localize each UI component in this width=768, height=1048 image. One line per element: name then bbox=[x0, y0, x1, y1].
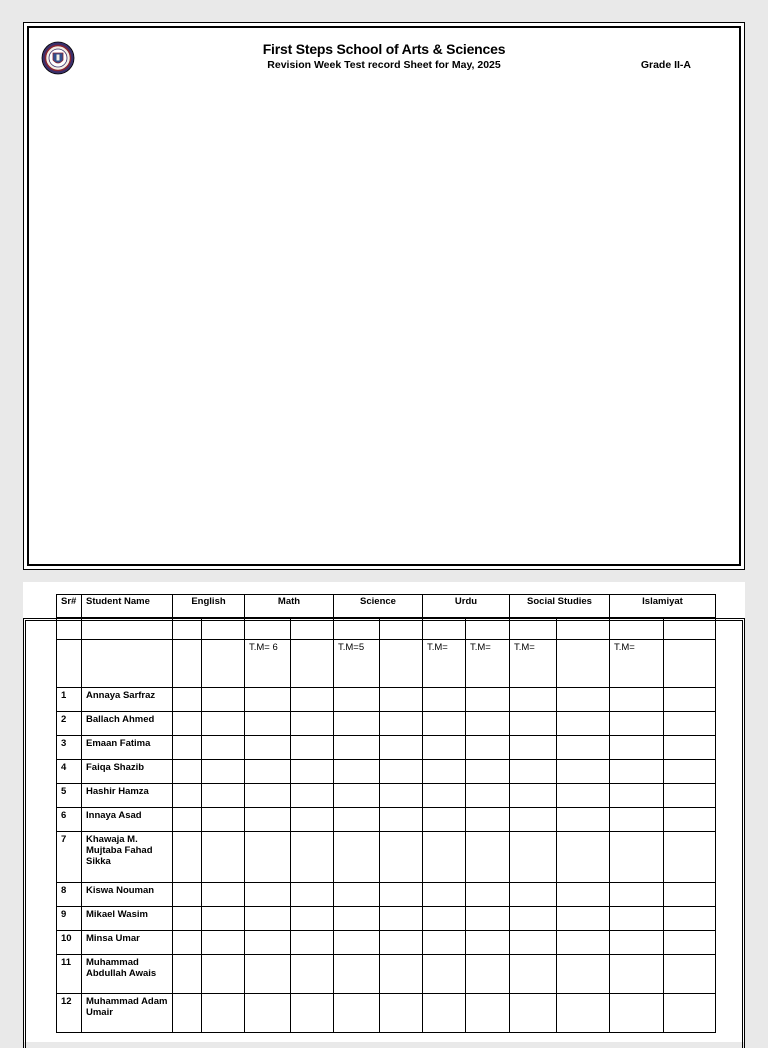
marks-cell[interactable] bbox=[664, 808, 716, 832]
english-tm-a[interactable] bbox=[173, 640, 202, 688]
marks-cell[interactable] bbox=[664, 883, 716, 907]
marks-cell[interactable] bbox=[202, 736, 245, 760]
cell[interactable] bbox=[173, 618, 202, 640]
table-row bbox=[57, 784, 716, 808]
marks-cell[interactable] bbox=[610, 688, 664, 712]
marks-cell[interactable] bbox=[664, 832, 716, 883]
marks-cell[interactable] bbox=[245, 808, 291, 832]
marks-cell[interactable] bbox=[557, 712, 610, 736]
marks-cell[interactable] bbox=[664, 712, 716, 736]
marks-cell[interactable] bbox=[557, 907, 610, 931]
marks-cell[interactable] bbox=[291, 883, 334, 907]
marks-cell[interactable] bbox=[173, 688, 202, 712]
marks-cell[interactable] bbox=[291, 955, 334, 994]
marks-cell[interactable] bbox=[466, 931, 510, 955]
marks-cell[interactable] bbox=[557, 784, 610, 808]
urdu-tm-a[interactable]: T.M= bbox=[423, 640, 466, 688]
marks-cell[interactable] bbox=[610, 760, 664, 784]
cell[interactable] bbox=[664, 618, 716, 640]
marks-cell[interactable] bbox=[291, 784, 334, 808]
marks-cell[interactable] bbox=[510, 808, 557, 832]
science-tm-a[interactable]: T.M=5 bbox=[334, 640, 380, 688]
marks-cell[interactable] bbox=[610, 808, 664, 832]
marks-cell[interactable] bbox=[610, 883, 664, 907]
cell[interactable] bbox=[557, 618, 610, 640]
marks-cell[interactable] bbox=[466, 832, 510, 883]
marks-cell[interactable] bbox=[557, 931, 610, 955]
spacer-row bbox=[57, 618, 716, 640]
marks-cell[interactable] bbox=[334, 883, 380, 907]
header-english: English bbox=[173, 595, 245, 618]
marks-cell[interactable] bbox=[510, 994, 557, 1033]
student-sr: 3 bbox=[57, 736, 82, 760]
marks-cell[interactable] bbox=[557, 994, 610, 1033]
marks-cell[interactable] bbox=[291, 736, 334, 760]
total-marks-row bbox=[57, 640, 716, 688]
marks-cell[interactable] bbox=[423, 907, 466, 931]
marks-cell[interactable] bbox=[291, 712, 334, 736]
marks-cell[interactable] bbox=[664, 907, 716, 931]
marks-cell[interactable] bbox=[202, 808, 245, 832]
header-urdu: Urdu bbox=[423, 595, 510, 618]
marks-cell[interactable] bbox=[466, 907, 510, 931]
marks-cell[interactable] bbox=[466, 784, 510, 808]
marks-cell[interactable] bbox=[245, 931, 291, 955]
marks-cell[interactable] bbox=[202, 688, 245, 712]
marks-cell[interactable] bbox=[173, 712, 202, 736]
marks-cell[interactable] bbox=[423, 736, 466, 760]
english-tm-b[interactable] bbox=[202, 640, 245, 688]
student-name: Faiqa Shazib bbox=[82, 760, 173, 784]
cell[interactable] bbox=[466, 618, 510, 640]
urdu-tm-b[interactable]: T.M= bbox=[466, 640, 510, 688]
marks-cell[interactable] bbox=[664, 784, 716, 808]
table-row bbox=[57, 931, 716, 955]
marks-cell[interactable] bbox=[380, 955, 423, 994]
marks-cell[interactable] bbox=[291, 994, 334, 1033]
marks-cell[interactable] bbox=[557, 955, 610, 994]
marks-cell[interactable] bbox=[423, 760, 466, 784]
cell[interactable] bbox=[57, 618, 82, 640]
marks-cell[interactable] bbox=[610, 955, 664, 994]
marks-cell[interactable] bbox=[291, 688, 334, 712]
marks-cell[interactable] bbox=[510, 883, 557, 907]
marks-cell[interactable] bbox=[610, 832, 664, 883]
marks-cell[interactable] bbox=[202, 994, 245, 1033]
student-sr: 9 bbox=[57, 907, 82, 931]
marks-cell[interactable] bbox=[173, 808, 202, 832]
student-name: Ballach Ahmed bbox=[82, 712, 173, 736]
marks-cell[interactable] bbox=[610, 736, 664, 760]
islamiyat-tm-b[interactable] bbox=[664, 640, 716, 688]
cell[interactable] bbox=[202, 618, 245, 640]
marks-cell[interactable] bbox=[510, 931, 557, 955]
grade-label: Grade II-A bbox=[640, 59, 691, 71]
marks-cell[interactable] bbox=[380, 808, 423, 832]
marks-cell[interactable] bbox=[202, 955, 245, 994]
table-row bbox=[57, 736, 716, 760]
marks-cell[interactable] bbox=[557, 760, 610, 784]
marks-cell[interactable] bbox=[510, 955, 557, 994]
marks-cell[interactable] bbox=[664, 688, 716, 712]
first-page bbox=[23, 22, 745, 570]
table-row bbox=[57, 907, 716, 931]
marks-cell[interactable] bbox=[423, 931, 466, 955]
marks-cell[interactable] bbox=[380, 784, 423, 808]
student-name: Innaya Asad bbox=[82, 808, 173, 832]
marks-cell[interactable] bbox=[664, 760, 716, 784]
marks-cell[interactable] bbox=[291, 907, 334, 931]
student-sr: 7 bbox=[57, 832, 82, 883]
marks-cell[interactable] bbox=[466, 994, 510, 1033]
header-student-name: Student Name bbox=[82, 595, 173, 618]
sheet-title: Revision Week Test record Sheet for May, 2025 bbox=[267, 59, 501, 71]
page-border bbox=[27, 26, 741, 566]
marks-cell[interactable] bbox=[423, 688, 466, 712]
student-name: Mikael Wasim bbox=[82, 907, 173, 931]
marks-cell[interactable] bbox=[423, 883, 466, 907]
marks-cell[interactable] bbox=[466, 712, 510, 736]
marks-cell[interactable] bbox=[202, 832, 245, 883]
student-name: Annaya Sarfraz bbox=[82, 688, 173, 712]
math-tm-a[interactable]: T.M= 6 bbox=[245, 640, 291, 688]
table-row bbox=[57, 883, 716, 907]
marks-cell[interactable] bbox=[245, 955, 291, 994]
student-sr: 2 bbox=[57, 712, 82, 736]
table-row bbox=[57, 994, 716, 1033]
marks-cell[interactable] bbox=[334, 907, 380, 931]
student-sr: 10 bbox=[57, 931, 82, 955]
table-row bbox=[57, 955, 716, 994]
cell[interactable] bbox=[334, 618, 380, 640]
student-sr: 12 bbox=[57, 994, 82, 1033]
marks-cell[interactable] bbox=[245, 883, 291, 907]
student-name: Muhammad Abdullah Awais bbox=[82, 955, 173, 994]
marks-cell[interactable] bbox=[202, 712, 245, 736]
marks-cell[interactable] bbox=[173, 907, 202, 931]
marks-cell[interactable] bbox=[380, 832, 423, 883]
marks-cell[interactable] bbox=[423, 832, 466, 883]
marks-cell[interactable] bbox=[334, 688, 380, 712]
marks-cell[interactable] bbox=[173, 832, 202, 883]
marks-cell[interactable] bbox=[173, 955, 202, 994]
marks-cell[interactable] bbox=[510, 688, 557, 712]
marks-cell[interactable] bbox=[380, 994, 423, 1033]
header-row bbox=[57, 595, 716, 618]
marks-cell[interactable] bbox=[610, 712, 664, 736]
marks-cell[interactable] bbox=[334, 808, 380, 832]
marks-cell[interactable] bbox=[423, 955, 466, 994]
social-tm-b[interactable] bbox=[557, 640, 610, 688]
student-name: Kiswa Nouman bbox=[82, 883, 173, 907]
marks-cell[interactable] bbox=[610, 931, 664, 955]
table-row bbox=[57, 712, 716, 736]
science-tm-b[interactable] bbox=[380, 640, 423, 688]
header-math: Math bbox=[245, 595, 334, 618]
marks-cell[interactable] bbox=[510, 907, 557, 931]
header-science: Science bbox=[334, 595, 423, 618]
table-row bbox=[57, 688, 716, 712]
marks-cell[interactable] bbox=[423, 994, 466, 1033]
marks-cell[interactable] bbox=[380, 688, 423, 712]
table-row bbox=[57, 808, 716, 832]
marks-cell[interactable] bbox=[466, 955, 510, 994]
marks-cell[interactable] bbox=[173, 784, 202, 808]
student-name: Minsa Umar bbox=[82, 931, 173, 955]
student-name: Muhammad Adam Umair bbox=[82, 994, 173, 1033]
marks-cell[interactable] bbox=[334, 832, 380, 883]
marks-cell[interactable] bbox=[245, 832, 291, 883]
marks-cell[interactable] bbox=[291, 832, 334, 883]
marks-cell[interactable] bbox=[557, 883, 610, 907]
marks-cell[interactable] bbox=[466, 760, 510, 784]
marks-cell[interactable] bbox=[664, 736, 716, 760]
cell[interactable] bbox=[510, 618, 557, 640]
marks-cell[interactable] bbox=[423, 784, 466, 808]
header-islamiyat: Islamiyat bbox=[610, 595, 716, 618]
marks-cell[interactable] bbox=[466, 808, 510, 832]
student-sr: 4 bbox=[57, 760, 82, 784]
marks-cell[interactable] bbox=[291, 760, 334, 784]
marks-cell[interactable] bbox=[173, 760, 202, 784]
marks-cell[interactable] bbox=[202, 907, 245, 931]
marks-cell[interactable] bbox=[466, 688, 510, 712]
cell[interactable] bbox=[82, 618, 173, 640]
marks-cell[interactable] bbox=[245, 907, 291, 931]
marks-cell[interactable] bbox=[664, 955, 716, 994]
marks-cell[interactable] bbox=[245, 712, 291, 736]
school-name: First Steps School of Arts & Sciences bbox=[262, 41, 506, 57]
marks-cell[interactable] bbox=[334, 955, 380, 994]
marks-cell[interactable] bbox=[610, 784, 664, 808]
cell bbox=[82, 640, 173, 688]
cell bbox=[57, 640, 82, 688]
marks-cell[interactable] bbox=[245, 784, 291, 808]
islamiyat-tm-a[interactable]: T.M= bbox=[610, 640, 664, 688]
student-sr: 11 bbox=[57, 955, 82, 994]
marks-cell[interactable] bbox=[334, 736, 380, 760]
marks-cell[interactable] bbox=[380, 736, 423, 760]
test-record-table bbox=[56, 594, 716, 1033]
marks-cell[interactable] bbox=[380, 883, 423, 907]
marks-cell[interactable] bbox=[380, 760, 423, 784]
marks-cell[interactable] bbox=[334, 931, 380, 955]
marks-cell[interactable] bbox=[245, 688, 291, 712]
marks-cell[interactable] bbox=[334, 994, 380, 1033]
student-sr: 5 bbox=[57, 784, 82, 808]
marks-cell[interactable] bbox=[202, 883, 245, 907]
marks-cell[interactable] bbox=[664, 994, 716, 1033]
marks-cell[interactable] bbox=[557, 736, 610, 760]
marks-cell[interactable] bbox=[423, 712, 466, 736]
student-sr: 8 bbox=[57, 883, 82, 907]
marks-cell[interactable] bbox=[664, 931, 716, 955]
student-sr: 1 bbox=[57, 688, 82, 712]
header-sr: Sr# bbox=[57, 595, 82, 618]
marks-cell[interactable] bbox=[557, 688, 610, 712]
social-tm-a[interactable]: T.M= bbox=[510, 640, 557, 688]
marks-cell[interactable] bbox=[334, 760, 380, 784]
marks-cell[interactable] bbox=[510, 736, 557, 760]
marks-cell[interactable] bbox=[173, 883, 202, 907]
marks-cell[interactable] bbox=[173, 736, 202, 760]
second-page bbox=[23, 582, 745, 1042]
marks-cell[interactable] bbox=[510, 712, 557, 736]
marks-cell[interactable] bbox=[380, 907, 423, 931]
cell[interactable] bbox=[291, 618, 334, 640]
cell[interactable] bbox=[380, 618, 423, 640]
marks-cell[interactable] bbox=[245, 736, 291, 760]
marks-cell[interactable] bbox=[610, 994, 664, 1033]
marks-cell[interactable] bbox=[202, 784, 245, 808]
marks-cell[interactable] bbox=[245, 760, 291, 784]
header-social-studies: Social Studies bbox=[510, 595, 610, 618]
marks-cell[interactable] bbox=[510, 784, 557, 808]
marks-cell[interactable] bbox=[173, 931, 202, 955]
marks-cell[interactable] bbox=[557, 832, 610, 883]
student-name: Khawaja M. Mujtaba Fahad Sikka bbox=[82, 832, 173, 883]
marks-cell[interactable] bbox=[610, 907, 664, 931]
table-row bbox=[57, 760, 716, 784]
table-row bbox=[57, 832, 716, 883]
marks-cell[interactable] bbox=[202, 760, 245, 784]
student-name: Hashir Hamza bbox=[82, 784, 173, 808]
marks-cell[interactable] bbox=[380, 931, 423, 955]
marks-cell[interactable] bbox=[173, 994, 202, 1033]
marks-cell[interactable] bbox=[466, 736, 510, 760]
marks-cell[interactable] bbox=[291, 808, 334, 832]
marks-cell[interactable] bbox=[466, 883, 510, 907]
marks-cell[interactable] bbox=[380, 712, 423, 736]
cell[interactable] bbox=[245, 618, 291, 640]
marks-cell[interactable] bbox=[334, 784, 380, 808]
student-rows bbox=[57, 688, 716, 1033]
student-name: Emaan Fatima bbox=[82, 736, 173, 760]
marks-cell[interactable] bbox=[557, 808, 610, 832]
marks-cell[interactable] bbox=[510, 760, 557, 784]
marks-cell[interactable] bbox=[334, 712, 380, 736]
marks-cell[interactable] bbox=[510, 832, 557, 883]
cell[interactable] bbox=[610, 618, 664, 640]
marks-cell[interactable] bbox=[423, 808, 466, 832]
cell[interactable] bbox=[423, 618, 466, 640]
student-sr: 6 bbox=[57, 808, 82, 832]
marks-cell[interactable] bbox=[245, 994, 291, 1033]
marks-cell[interactable] bbox=[202, 931, 245, 955]
marks-cell[interactable] bbox=[291, 931, 334, 955]
math-tm-b[interactable] bbox=[291, 640, 334, 688]
